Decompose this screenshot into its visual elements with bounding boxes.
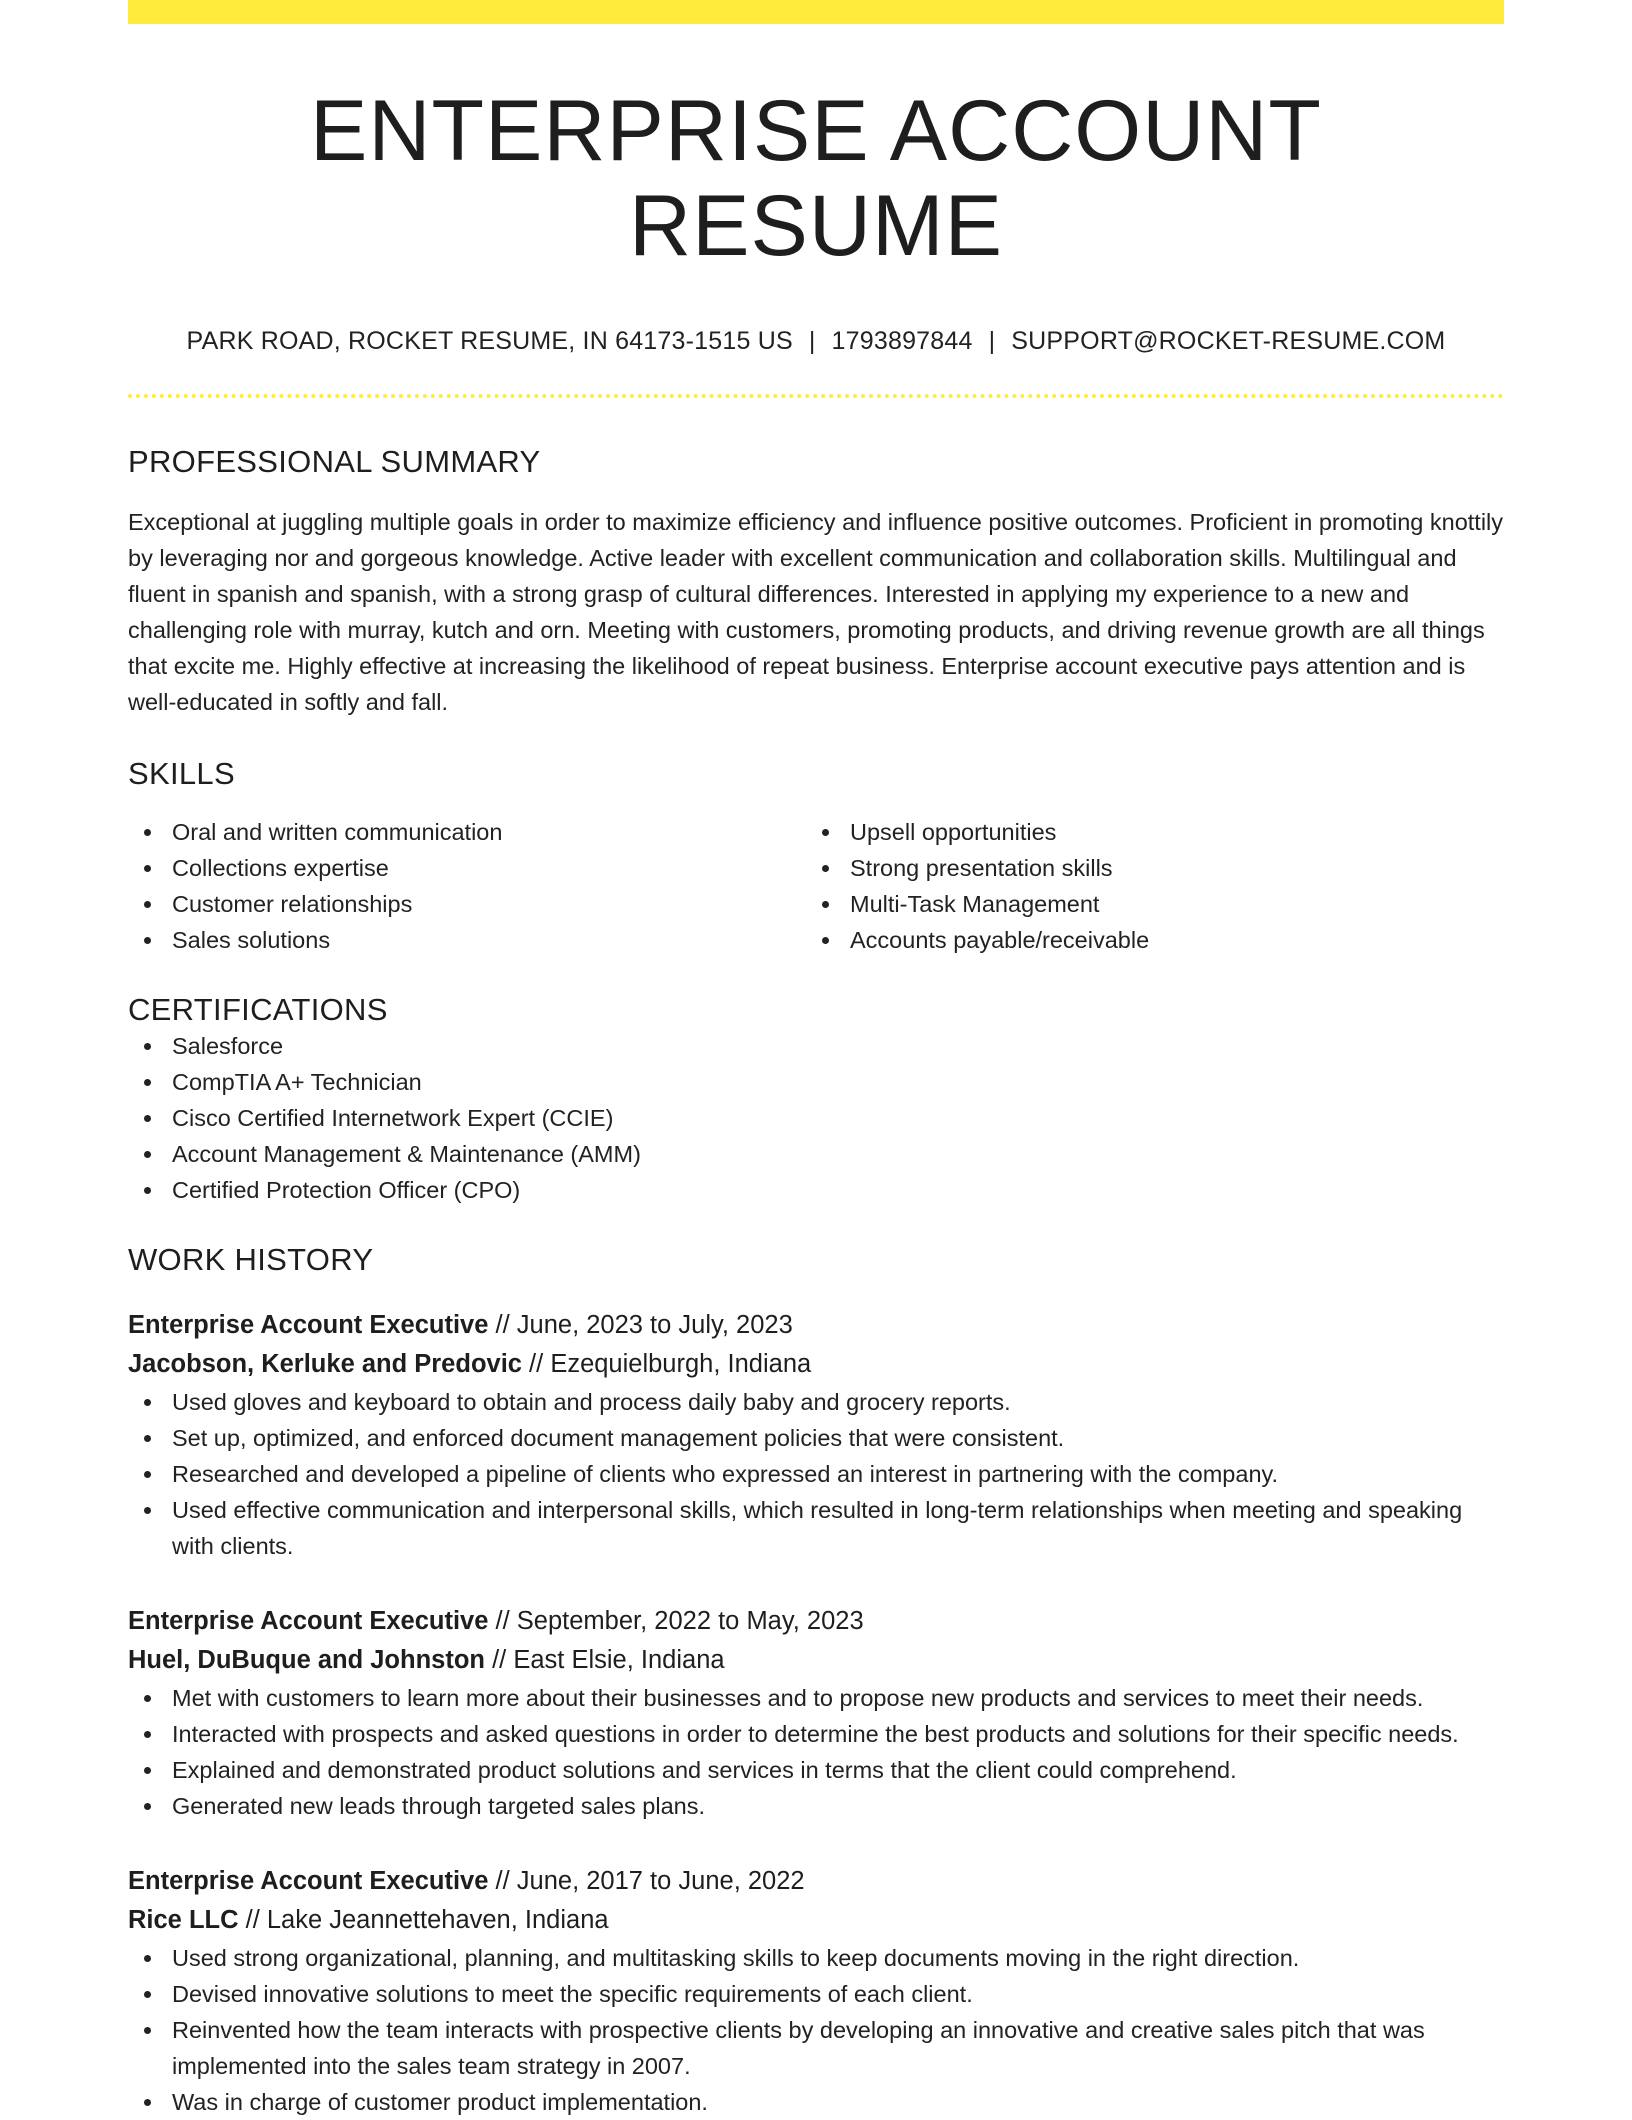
certifications-list bbox=[128, 1028, 1504, 1208]
job-entry bbox=[128, 1306, 1504, 1564]
skills-column-left bbox=[128, 814, 806, 958]
job-dates: September, 2022 to May, 2023 bbox=[516, 1607, 864, 1636]
job-separator: // bbox=[488, 1607, 517, 1636]
job-dates: June, 2017 to June, 2022 bbox=[516, 1867, 805, 1896]
job-bullet: Used effective communication and interpersonal skills, which resulted in long-term relationships when meeting and speaking with clients. bbox=[128, 1492, 1504, 1564]
job-title-line bbox=[128, 1862, 1504, 1901]
skills-grid bbox=[128, 814, 1504, 958]
contact-line bbox=[128, 327, 1504, 356]
skills-column-right bbox=[806, 814, 1484, 958]
accent-top-bar bbox=[128, 0, 1504, 24]
job-bullet: Interacted with prospects and asked questions in order to determine the best products and solutions for their specific needs. bbox=[128, 1716, 1504, 1752]
summary-text: Exceptional at juggling multiple goals in order to maximize efficiency and influence positive outcomes. Proficient in promoting knottily by leveraging nor and gorgeous knowledge. Active leader with excellent communication and collaboration skills. Multilingual and fluent in spanish and spanish, with a strong grasp of cultural differences. Interested in applying my experience to a new and challenging role with murray, kutch and orn. Meeting with customers, promoting products, and driving revenue growth are all things that excite me. Highly effective at increasing the likelihood of repeat business. Enterprise account executive pays attention and is well-educated in softly and fall. bbox=[128, 509, 1504, 716]
skills-heading: SKILLS bbox=[128, 756, 235, 792]
job-company: Rice LLC bbox=[128, 1906, 239, 1935]
job-title-line bbox=[128, 1306, 1504, 1345]
job-company: Jacobson, Kerluke and Predovic bbox=[128, 1350, 522, 1379]
job-dates: June, 2023 to July, 2023 bbox=[516, 1311, 793, 1340]
skill-item: Multi-Task Management bbox=[806, 886, 1484, 922]
resume-title: ENTERPRISE ACCOUNT RESUME bbox=[310, 83, 1322, 274]
job-bullet: Met with customers to learn more about their businesses and to propose new products and services to meet their needs. bbox=[128, 1680, 1504, 1716]
job-separator: // bbox=[488, 1867, 517, 1896]
skills-list-right bbox=[806, 814, 1484, 958]
resume-page bbox=[128, 0, 1504, 2120]
job-bullet: Explained and demonstrated product solutions and services in terms that the client could comprehend. bbox=[128, 1752, 1504, 1788]
skill-item: Upsell opportunities bbox=[806, 814, 1484, 850]
job-title-line bbox=[128, 1602, 1504, 1641]
job-bullet: Set up, optimized, and enforced document management policies that were consistent. bbox=[128, 1420, 1504, 1456]
skill-item: Oral and written communication bbox=[128, 814, 806, 850]
job-bullets bbox=[128, 1680, 1504, 1824]
certification-item: CompTIA A+ Technician bbox=[128, 1064, 1504, 1100]
skill-item: Customer relationships bbox=[128, 886, 806, 922]
contact-address: PARK ROAD, ROCKET RESUME, IN 64173-1515 US bbox=[186, 327, 793, 356]
job-company-line bbox=[128, 1345, 1504, 1384]
job-bullets bbox=[128, 1940, 1504, 2120]
header-divider bbox=[128, 394, 1504, 398]
skill-item: Collections expertise bbox=[128, 850, 806, 886]
job-location: East Elsie, Indiana bbox=[513, 1646, 725, 1675]
job-title: Enterprise Account Executive bbox=[128, 1867, 489, 1896]
job-company-line bbox=[128, 1901, 1504, 1940]
job-company: Huel, DuBuque and Johnston bbox=[128, 1646, 485, 1675]
skill-item: Strong presentation skills bbox=[806, 850, 1484, 886]
summary-heading: PROFESSIONAL SUMMARY bbox=[128, 444, 541, 480]
job-bullets bbox=[128, 1384, 1504, 1564]
job-title: Enterprise Account Executive bbox=[128, 1311, 489, 1340]
job-entry bbox=[128, 1862, 1504, 2120]
certifications-heading: CERTIFICATIONS bbox=[128, 992, 388, 1028]
job-bullet: Used gloves and keyboard to obtain and process daily baby and grocery reports. bbox=[128, 1384, 1504, 1420]
job-bullet: Generated new leads through targeted sales plans. bbox=[128, 1788, 1504, 1824]
certification-item: Account Management & Maintenance (AMM) bbox=[128, 1136, 1504, 1172]
job-bullet: Used strong organizational, planning, and multitasking skills to keep documents moving in the right direction. bbox=[128, 1940, 1504, 1976]
job-bullet: Researched and developed a pipeline of clients who expressed an interest in partnering with the company. bbox=[128, 1456, 1504, 1492]
contact-email[interactable]: SUPPORT@ROCKET-RESUME.COM bbox=[1011, 327, 1446, 356]
work-history-heading: WORK HISTORY bbox=[128, 1242, 374, 1278]
job-separator: // bbox=[488, 1311, 517, 1340]
job-bullet: Devised innovative solutions to meet the specific requirements of each client. bbox=[128, 1976, 1504, 2012]
job-separator: // bbox=[521, 1350, 551, 1379]
skill-item: Sales solutions bbox=[128, 922, 806, 958]
job-location: Lake Jeannettehaven, Indiana bbox=[266, 1906, 609, 1935]
job-company-line bbox=[128, 1641, 1504, 1680]
contact-separator: | bbox=[808, 327, 816, 356]
contact-phone: 1793897844 bbox=[831, 327, 973, 356]
skill-item: Accounts payable/receivable bbox=[806, 922, 1484, 958]
certification-item: Cisco Certified Internetwork Expert (CCIE) bbox=[128, 1100, 1504, 1136]
contact-separator: | bbox=[988, 327, 996, 356]
certification-item: Certified Protection Officer (CPO) bbox=[128, 1172, 1504, 1208]
job-entry bbox=[128, 1602, 1504, 1824]
certification-item: Salesforce bbox=[128, 1028, 1504, 1064]
job-separator: // bbox=[238, 1906, 267, 1935]
job-bullet: Was in charge of customer product implementation. bbox=[128, 2084, 1504, 2120]
job-separator: // bbox=[485, 1646, 514, 1675]
job-title: Enterprise Account Executive bbox=[128, 1607, 489, 1636]
job-bullet: Reinvented how the team interacts with prospective clients by developing an innovative and creative sales pitch that was implemented into the sales team strategy in 2007. bbox=[128, 2012, 1504, 2084]
skills-list-left bbox=[128, 814, 806, 958]
job-location: Ezequielburgh, Indiana bbox=[550, 1350, 812, 1379]
